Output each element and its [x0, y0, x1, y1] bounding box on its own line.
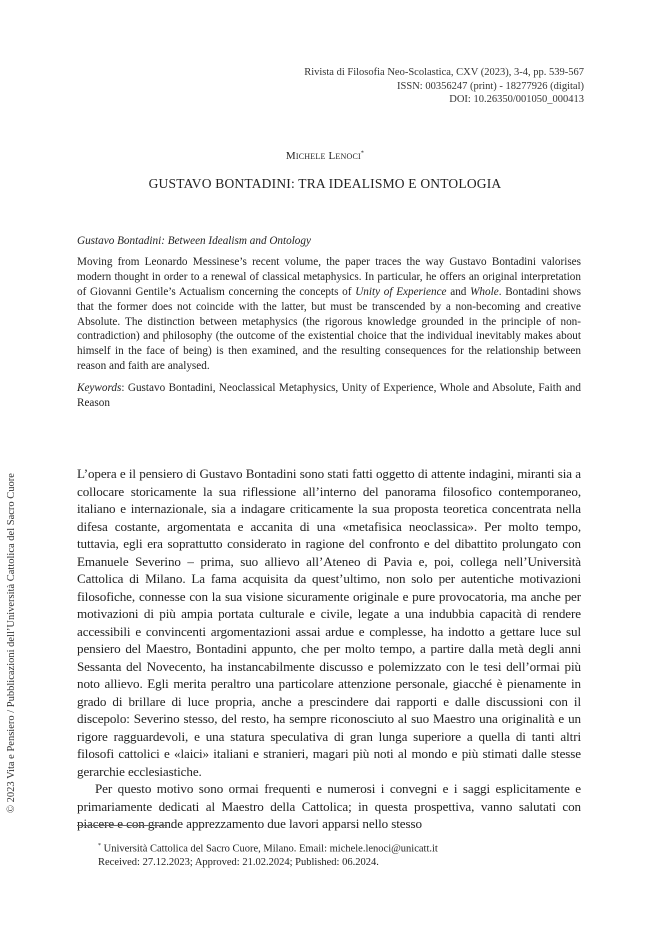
abstract-part-2: . Bontadini shows that the former does not coincide with the latter, but must be transcended by a non-becoming and creative Absolute. The distinction between metaphysics (the rigorous knowledge grounded in the principle of non-contradiction) and philosophy (the outcome of the existential choice that the individual inevitably makes about himself in the face of being) is then examined, and the resulting consequences for the relationship between reason and faith are analysed. [77, 285, 582, 373]
body-paragraph-1: L’opera e il pensiero di Gustavo Bontadini sono stati fatti oggetto di attente indagini, miranti sia a collocare storicamente la sua riflessione all’interno del panorama filosofico contemporaneo, italiano e internazionale, sia a indagare criticamente la sua proposta teoretica concentrata nella difesa costante, argomentata e accanita di una «metafisica neoclassica». Per molto tempo, tuttavia, egli era soprattutto considerato in ragione del confronto e del dibattito prolungato con Emanuele Severino – prima, suo allievo all’Ateneo di Pavia e, poi, collega nell’Università Cattolica di Milano. La fama acquisita da quest’ultimo, non solo per autentiche motivazioni filosofiche, connesse con la sua visione sicuramente originale e pure provocatoria, ma anche per motivazioni di più ampia portata culturale e civile, legate a una indubbia capacità di rendere accessibili e convincenti argomentazioni assai ardue e complesse, ha indotto a gettare luce sul pensiero del Maestro, Bontadini appunto, che per molto tempo, a partire dalla metà degli anni Sessanta del Novecento, ha instancabilmente discusso e polemizzato con le tesi dell’ormai più noto allievo. Egli merita peraltro una particolare attenzione personale, giacché è pienamente in grado di brillare di luce propria, anche a prescindere dai rapporti e dalle discussioni con il discepolo: Severino stesso, del resto, ha sempre riconosciuto al suo Maestro una originalità e un rigore ragguardevoli, e una statura speculativa di gran lunga superiore a quella di tanti altri filosofi cattolici e «laici» italiani e stranieri, magari più noti al mondo e più stimati dalle stesse gerarchie ecclesiastiche. [77, 466, 581, 779]
abstract-part-1: Moving from Leonardo Messinese’s recent volume, the paper traces the way Gustavo Bontadini valorises modern thought in order to a renewal of classical metaphysics. In particular, he offers an original interpretation of Giovanni Gentile’s Actualism concerning the concepts of [77, 255, 581, 298]
author-name: Michele Lenoci [285, 150, 361, 162]
copyright-sidebar: © 2023 Vita e Pensiero / Pubblicazioni dell’Università Cattolica del Sacro Cuore [6, 473, 17, 813]
footnote-divider [77, 825, 167, 826]
footnote-affiliation [98, 840, 568, 856]
keywords [77, 381, 581, 411]
journal-doi: DOI: 10.26350/001050_000413 [449, 94, 584, 105]
abstract-term-whole: Whole [470, 285, 499, 298]
article-body [77, 465, 581, 833]
keywords-label: Keywords [77, 382, 122, 395]
author-footnote-mark: * [360, 150, 365, 157]
abstract [77, 234, 581, 411]
journal-header [304, 66, 584, 107]
footnote-affiliation-text: Università Cattolica del Sacro Cuore, Milano. Email: michele.lenoci@unicatt.it [103, 843, 438, 855]
body-paragraph-2: Per questo motivo sono ormai frequenti e numerosi i convegni e i saggi esplicitamente e primariamente dedicati al Maestro della Cattolica; in questa prospettiva, vanno salutati con piacere e con grande apprezzamento due lavori apparsi nello stesso [77, 781, 581, 831]
footnote-mark: * [98, 843, 101, 849]
journal-issn: ISSN: 00356247 (print) - 18277926 (digital) [397, 80, 584, 92]
article-title: GUSTAVO BONTADINI: TRA IDEALISMO E ONTOLOGIA [148, 176, 502, 191]
abstract-term-unity: Unity of Experience [355, 285, 447, 298]
author-line [0, 150, 650, 162]
keywords-list: : Gustavo Bontadini, Neoclassical Metaphysics, Unity of Experience, Whole and Absolute, Faith and Reason [77, 382, 581, 410]
english-title: Gustavo Bontadini: Between Idealism and Ontology [77, 235, 311, 247]
abstract-text [77, 255, 581, 374]
footnote [98, 840, 568, 870]
journal-citation: Rivista di Filosofia Neo-Scolastica, CXV (2023), 3-4, pp. 539-567 [304, 67, 584, 78]
abstract-and: and [446, 285, 471, 298]
footnote-dates: Received: 27.12.2023; Approved: 21.02.2024; Published: 06.2024. [98, 857, 379, 868]
